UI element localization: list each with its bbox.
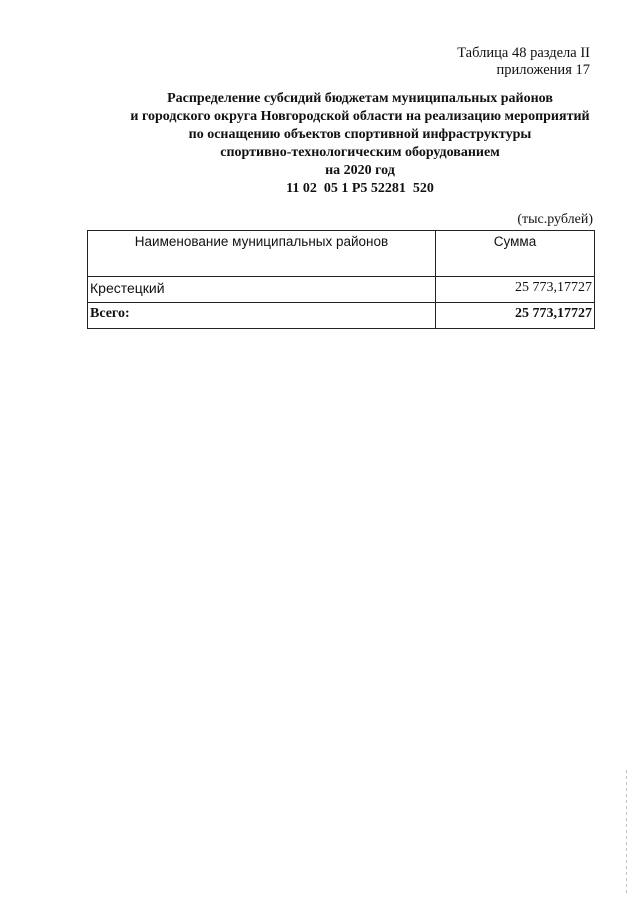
scan-edge-mark xyxy=(626,770,627,895)
header-district-name: Наименование муниципальных районов xyxy=(88,231,436,277)
title-line-3: по оснащению объектов спортивной инфраструктуры xyxy=(188,127,532,142)
district-name-cell: Крестецкий xyxy=(88,277,436,303)
table-header-row xyxy=(88,231,595,277)
total-sum-cell: 25 773,17727 xyxy=(436,303,595,329)
units-label: (тыс.рублей) xyxy=(517,212,593,227)
document-title xyxy=(60,90,640,198)
title-line-4: спортивно-технологическим оборудованием xyxy=(220,145,500,160)
title-line-2: и городского округа Новгородской области на реализацию мероприятий xyxy=(130,109,590,124)
table-reference-line-2: приложения 17 xyxy=(496,62,590,78)
subsidy-table xyxy=(87,230,595,329)
title-line-1: Распределение субсидий бюджетам муниципальных районов xyxy=(167,91,553,106)
table-reference-line-1: Таблица 48 раздела II xyxy=(457,45,590,61)
title-line-5: на 2020 год xyxy=(325,163,395,178)
table-reference xyxy=(457,45,590,79)
total-row xyxy=(88,303,595,329)
header-sum: Сумма xyxy=(436,231,595,277)
budget-code-line: 11 02 05 1 Р5 52281 520 xyxy=(286,181,434,196)
table-row xyxy=(88,277,595,303)
district-sum-cell: 25 773,17727 xyxy=(436,277,595,303)
total-label-cell: Всего: xyxy=(88,303,436,329)
